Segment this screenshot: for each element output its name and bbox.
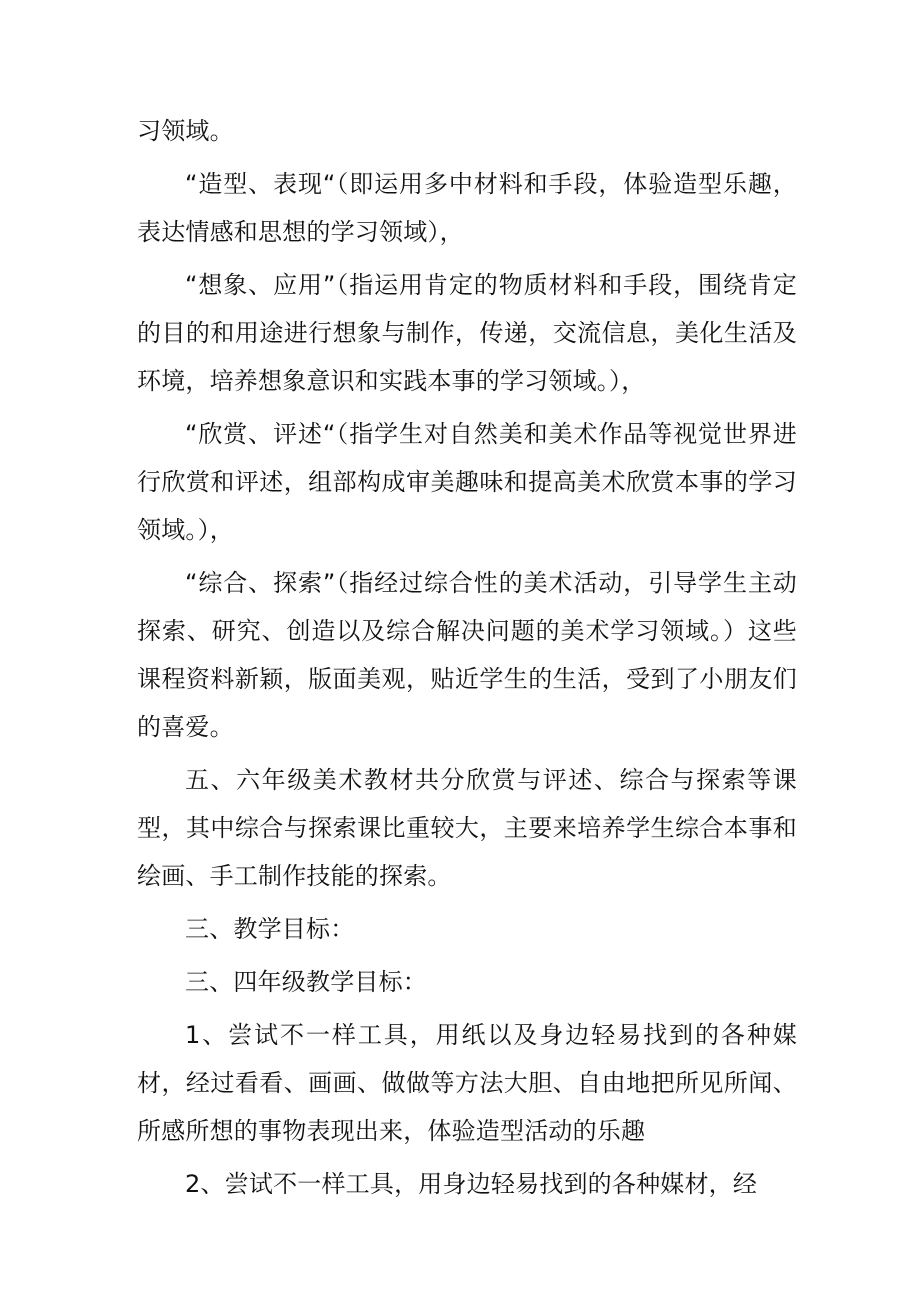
paragraph-5: “综合、探索”（指经过综合性的美术活动，引导学生主动探索、研究、创造以及综合解决问题的美术学习领域。）这些课程资料新颖，版面美观，贴近学生的生活，受到了小朋友们的喜爱。	[137, 569, 797, 741]
paragraph-1: 习领域。	[137, 117, 234, 145]
paragraph-6: 五、六年级美术教材共分欣赏与评述、综合与探索等课型，其中综合与探索课比重较大，主要来培养学生综合本事和绘画、手工制作技能的探索。	[137, 766, 797, 890]
section-heading-objectives: 三、教学目标：	[185, 915, 355, 943]
paragraph-4: “欣赏、评述“（指学生对自然美和美术作品等视觉世界进行欣赏和评述，组部构成审美趣味和提高美术欣赏本事的学习领域。），	[137, 420, 797, 544]
document-body	[137, 107, 797, 1213]
objective-item-2: 2、尝试不一样工具，用身边轻易找到的各种媒材，经	[185, 1170, 758, 1198]
paragraph-2: “造型、表现“（即运用多中材料和手段，体验造型乐趣，表达情感和思想的学习领域），	[137, 170, 797, 246]
objective-item-1: 1、尝试不一样工具，用纸以及身边轻易找到的各种媒材，经过看看、画画、做做等方法大胆、自由地把所见所闻、所感所想的事物表现出来，体验造型活动的乐趣	[137, 1021, 797, 1145]
paragraph-3: “想象、应用”（指运用肯定的物质材料和手段，围绕肯定的目的和用途进行想象与制作，传递，交流信息，美化生活及环境，培养想象意识和实践本事的学习领域。），	[137, 271, 797, 395]
subheading-grade-3-4: 三、四年级教学目标：	[185, 968, 427, 996]
